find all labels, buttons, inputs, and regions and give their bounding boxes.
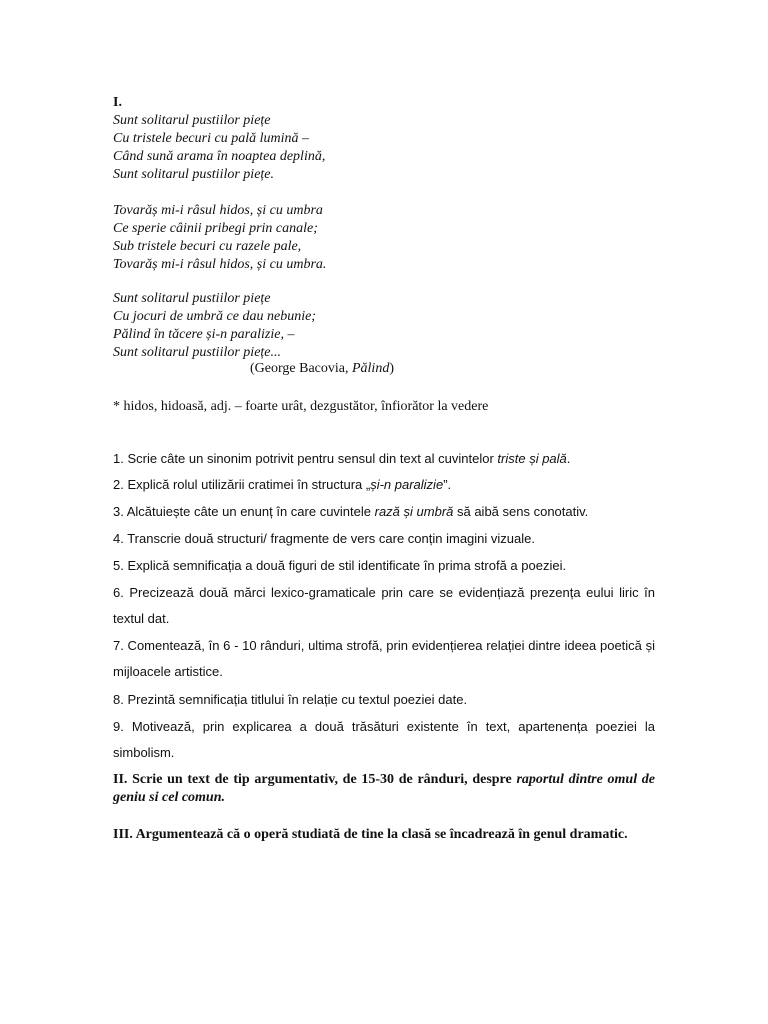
question-2-text: 2. Explică rolul utilizării cratimei în structura „ xyxy=(113,477,371,492)
question-9: 9. Motivează, prin explicarea a două trăsături existente în text, apartenența poeziei la simbolism. xyxy=(113,719,655,760)
question-1-emphasis: triste și pală xyxy=(497,451,567,466)
question-6: 6. Precizează două mărci lexico-gramaticale prin care se evidențiază prezența eului liric în textul dat. xyxy=(113,585,655,626)
question-5: 5. Explică semnificația a două figuri de stil identificate în prima strofă a poeziei. xyxy=(113,558,567,573)
question-1-text: 1. Scrie câte un sinonim potrivit pentru sensul din text al cuvintelor xyxy=(113,451,498,466)
poem-attribution xyxy=(250,361,394,377)
question-7: 7. Comentează, în 6 - 10 rânduri, ultima strofă, prin evidențierea relației dintre ideea poetică și mijloacele artistice. xyxy=(113,638,655,679)
stanza2-line-1: Tovarăș mi-i râsul hidos, și cu umbra xyxy=(113,203,323,218)
attribution-close: ) xyxy=(389,361,394,376)
question-3-end: să aibă sens conotativ. xyxy=(453,504,589,519)
question-1 xyxy=(113,446,655,472)
question-1-end: . xyxy=(566,451,571,466)
attribution-open: (George Bacovia, xyxy=(250,361,352,376)
stanza1-line-4: Sunt solitarul pustiilor piețe. xyxy=(113,167,275,182)
stanza1-line-1: Sunt solitarul pustiilor piețe xyxy=(113,113,271,128)
question-8: 8. Prezintă semnificația titlului în relație cu textul poeziei date. xyxy=(113,692,468,707)
stanza2-line-4: Tovarăș mi-i râsul hidos, și cu umbra. xyxy=(113,257,327,272)
question-3 xyxy=(113,499,655,525)
stanza2-line-2: Ce sperie câinii pribegi prin canale; xyxy=(113,221,318,236)
stanza2-line-3: Sub tristele becuri cu razele pale, xyxy=(113,239,302,254)
question-4: 4. Transcrie două structuri/ fragmente de vers care conțin imagini vizuale. xyxy=(113,531,535,546)
stanza3-line-3: Pălind în tăcere și-n paralizie, – xyxy=(113,327,295,342)
question-2 xyxy=(113,472,655,498)
section-one-label: I. xyxy=(113,95,122,110)
stanza1-line-2: Cu tristele becuri cu pală lumină – xyxy=(113,131,309,146)
question-3-text: 3. Alcătuiește câte un enunț în care cuvintele xyxy=(113,504,375,519)
section-two-task xyxy=(113,771,655,807)
question-2-emphasis: și-n paralizie xyxy=(370,477,444,492)
glossary-note: * hidos, hidoasă, adj. – foarte urât, dezgustător, înfiorător la vedere xyxy=(113,399,489,414)
section-three-task: III. Argumentează că o operă studiată de tine la clasă se încadrează în genul dramatic. xyxy=(113,827,628,842)
question-3-emphasis: rază și umbră xyxy=(374,504,454,519)
question-2-end: ”. xyxy=(443,477,452,492)
section-two-emphasis: raportul dintre omul de geniu si cel comun. xyxy=(113,772,656,805)
stanza1-line-3: Când sună arama în noaptea deplină, xyxy=(113,149,326,164)
section-two-text: II. Scrie un text de tip argumentativ, de 15-30 de rânduri, despre xyxy=(113,772,517,787)
stanza3-line-1: Sunt solitarul pustiilor piețe xyxy=(113,291,271,306)
stanza3-line-2: Cu jocuri de umbră ce dau nebunie; xyxy=(113,309,316,324)
stanza3-line-4: Sunt solitarul pustiilor piețe... xyxy=(113,345,282,360)
attribution-title: Pălind xyxy=(351,361,390,376)
